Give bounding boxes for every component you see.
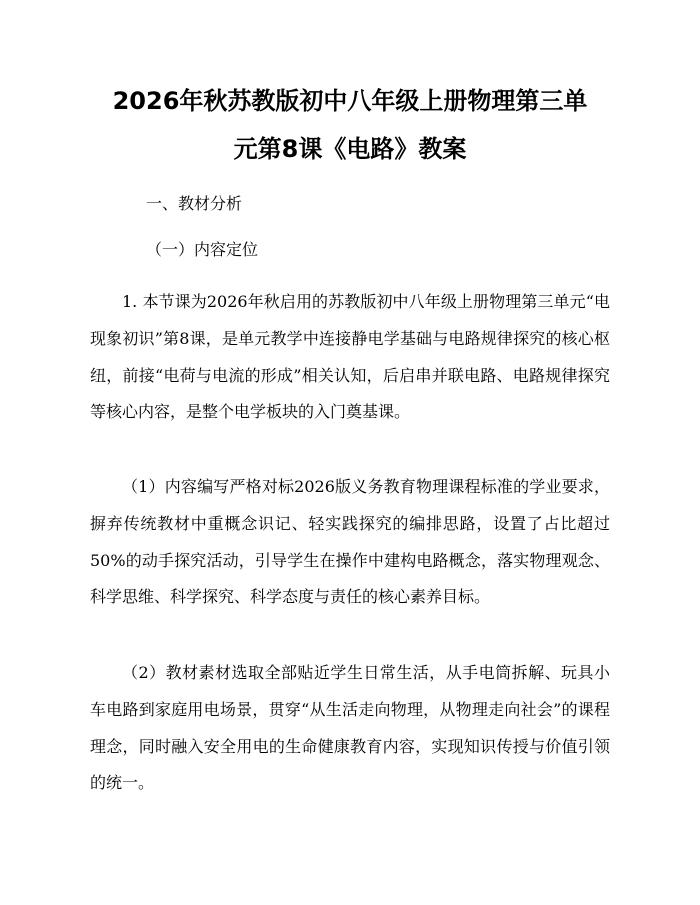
document-title-line-2: 元第8课《电路》教案 (233, 135, 467, 163)
subsection-heading: （一）内容定位 (146, 240, 259, 259)
section-heading: 一、教材分析 (146, 194, 243, 213)
document-title-line-1: 2026年秋苏教版初中八年级上册物理第三单 (112, 87, 588, 115)
body-paragraph-2: （1）内容编写严格对标2026版义务教育物理课程标准的学业要求，摒弃传统教材中重概念识记、轻实践探究的编排思路，设置了占比超过50%的动手探究活动，引导学生在操作中建构电路概念，落实物理观念、科学思维、科学探究、科学态度与责任的核心素养目标。 (90, 477, 610, 607)
body-paragraph-3: （2）教材素材选取全部贴近学生日常生活，从手电筒拆解、玩具小车电路到家庭用电场景，贯穿“从生活走向物理，从物理走向社会”的课程理念，同时融入安全用电的生命健康教育内容，实现知识传授与价值引领的统一。 (90, 663, 610, 793)
body-paragraph-1: 1. 本节课为2026年秋启用的苏教版初中八年级上册物理第三单元“电现象初识”第8课，是单元教学中连接静电学基础与电路规律探究的核心枢纽，前接“电荷与电流的形成”相关认知，后启串并联电路、电路规律探究等核心内容，是整个电学板块的入门奠基课。 (90, 292, 610, 422)
